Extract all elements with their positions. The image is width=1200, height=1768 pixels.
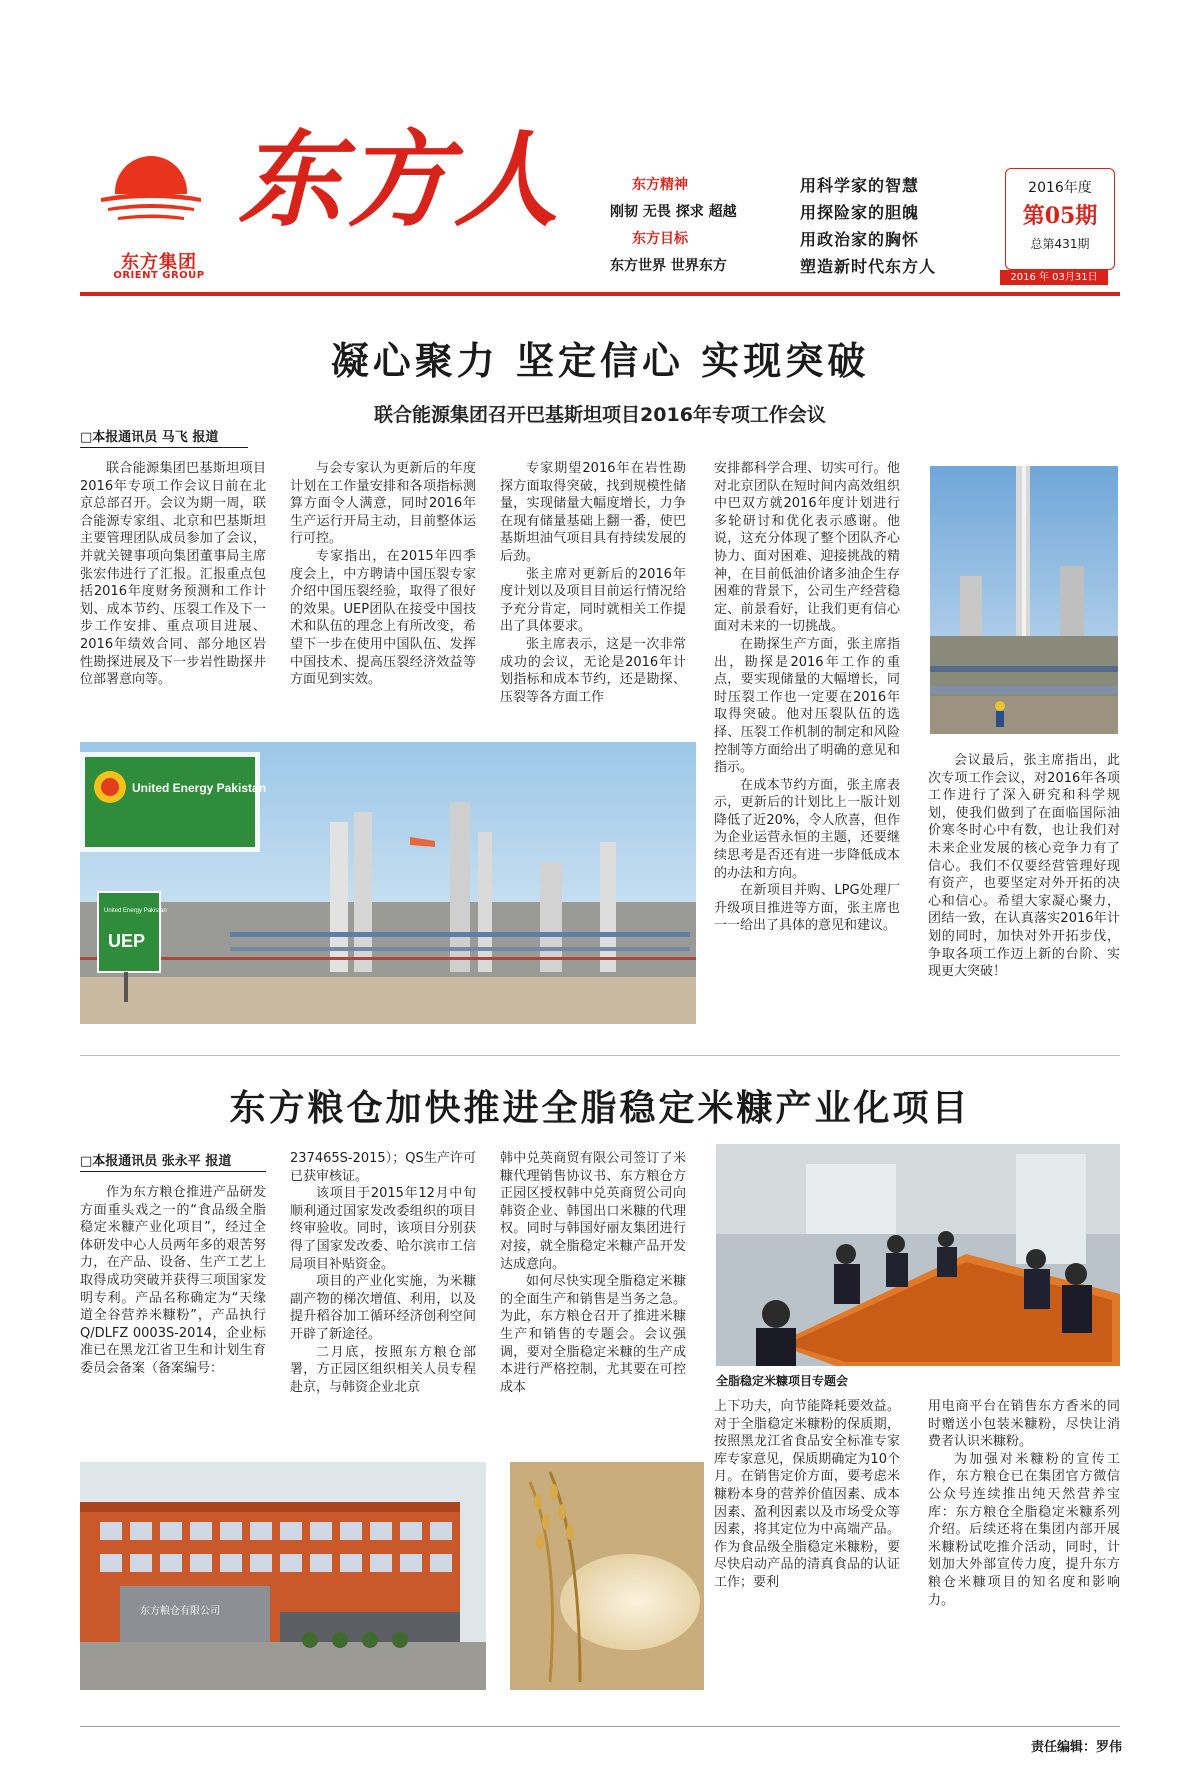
paragraph: 用电商平台在销售东方香米的同时赠送小包装米糠粉，尽快让消费者认识米糠粉。: [928, 1399, 1120, 1450]
sun-logo-icon: [96, 150, 206, 240]
article1-headline: 凝心聚力 坚定信心 实现突破: [330, 338, 870, 383]
paragraph: 韩中兑英商贸有限公司签订了米糠代理销售协议书、东方粮仓方正园区授权韩中兑英商贸公司向韩资企业、韩国出口米糠的代理权。同时与韩国好丽友集团进行对接，就全脂稳定米糠产品开发达成意向。: [500, 1151, 686, 1272]
issue-year: 2016年度: [1028, 180, 1092, 196]
paragraph: 与会专家认为更新后的年度计划在工作量安排和各项指标测算方面令人满意，同时2016年生产运行开局主动，目前整体运行可控。: [290, 461, 476, 547]
paragraph: 安排都科学合理、切实可行。他对北京团队在短时间内高效组织中巴双方就2016年度计划进行多轮研讨和优化表示感谢。他说，这充分体现了整个团队齐心协力、面对困难、迎接挑战的精神，在目前低油价诸多油企生存困难的背景下，公司生产经营稳定、前景看好，让我们更有信心面对未来的一切挑战。: [714, 461, 900, 635]
goal-text: 东方世界 世界东方: [610, 258, 727, 274]
paragraph: 上下功夫，向节能降耗要效益。对于全脂稳定米糠粉的保质期，按照黑龙江省食品安全标准专家库专家意见，保质期确定为10个月。在销售定价方面，要考虑米糠粉本身的营养价值因素、成本因素、盈利因素以及市场受众等因素，将其定位为中高端产品。作为食品级全脂稳定米糠粉，要尽快启动产品的清真食品的认证工作；要利: [714, 1399, 900, 1590]
spirit-text: 刚韧 无畏 探求 超越: [610, 204, 737, 220]
uep-sign-text: United Energy Pakistan: [132, 781, 267, 795]
motto-line-4: 塑造新时代东方人: [800, 257, 937, 276]
group-name-cn: 东方集团: [121, 252, 197, 273]
plant-tower-photo: [930, 466, 1118, 734]
article1-subheadline: 联合能源集团召开巴基斯坦项目2016年专项工作会议: [374, 404, 826, 426]
paragraph: 专家指出，在2015年四季度会上，中方聘请中国压裂专家介绍中国压裂经验，取得了很好的效果。UEP团队在接受中国技术和队伍的理念上有所改变，希望下一步在使用中国队伍、发挥中国技术、提高压裂经济效益等方面见到实效。: [290, 548, 476, 688]
building-sign-text: 东方粮仓有限公司: [140, 1606, 220, 1617]
uep-logo-text: UEP: [108, 931, 146, 951]
paper-title: 东方人: [238, 118, 563, 241]
article2-headline: 东方粮仓加快推进全脂稳定米糠产业化项目: [229, 1087, 971, 1129]
orient-group-logo: [96, 150, 206, 240]
article2-column-5: [928, 1398, 1120, 1609]
uep-small-sign-text: United Energy Pakistan: [104, 908, 167, 914]
goal-label: 东方目标: [632, 231, 688, 247]
article1-column-1: [80, 460, 266, 689]
paragraph: 在成本节约方面，张主席表示，更新后的计划比上一版计划降低了近20%，令人欣喜，但作为企业运营永恒的主题，还要继续思考是否还有进一步降低成本的办法和方向。: [714, 777, 900, 881]
paragraph: 作为东方粮仓推进产品研发方面重头戏之一的“食品级全脂稳定米糠产业化项目”，经过全体研发中心人员两年多的艰苦努力，在产品、设备、生产工艺上取得成功突破并获得三项国家发明专利。产品名称确定为“天缘道全谷营养米糠粉”，产品执行Q/DLFZ 0003S-2014，企业标准已在黑龙江省卫生和计划生育委员会备案（备案编号：: [80, 1185, 266, 1376]
article2-column-1: [80, 1184, 266, 1378]
paragraph: 为加强对米糠粉的宣传工作，东方粮仓已在集团官方微信公众号连续推出纯天然营养宝库：东方粮仓全脂稳定米糠系列介绍。后续还将在集团内部开展米糠粉试吃推介活动，同时，计划加大外部宣传力度，提升东方粮仓米糠项目的知名度和影响力。: [928, 1451, 1120, 1608]
article-divider: [80, 1055, 1120, 1056]
motto-line-1: 用科学家的智慧: [800, 176, 920, 195]
paragraph: 如何尽快实现全脂稳定米糠的全面生产和销售是当务之急。为此，东方粮仓召开了推进米糠生产和销售的专题会。会议强调，要对全脂稳定米糠的生产成本进行严格控制，尤其要在可控成本: [500, 1274, 686, 1395]
paragraph: 在新项目并购、LPG处理厂升级项目推进等方面，张主席也一一给出了具体的意见和建议。: [714, 883, 900, 934]
paragraph: 专家期望2016年在岩性勘探方面取得突破，找到规模性储量，实现储量大幅度增长，力争在现有储量基础上翻一番，使巴基斯坦油气项目具有持续发展的后劲。: [500, 461, 686, 564]
factory-building-photo: [80, 1462, 486, 1690]
paragraph: 237465S-2015）；QS生产许可已获审核证。: [290, 1151, 476, 1184]
article2-column-3: [500, 1150, 686, 1396]
article2-column-2: [290, 1150, 476, 1396]
article2-byline: □本报通讯员 张永平 报道: [80, 1150, 266, 1172]
issue-date: 2016 年 03月31日: [1000, 270, 1108, 285]
issue-box: [1005, 168, 1115, 270]
uep-plant-photo: [80, 742, 696, 1024]
paragraph: 项目的产业化实施，为米糠副产物的梯次增值、利用，以及提升稻谷加工循环经济创利空间开辟了新途径。: [290, 1274, 476, 1342]
paragraph: 张主席对更新后的2016年度计划以及项目目前运行情况给予充分肯定，同时就相关工作提出了具体要求。: [500, 566, 686, 635]
paragraph: 张主席表示，这是一次非常成功的会议，无论是2016年计划指标和成本节约，还是勘探、压裂等各方面工作: [500, 636, 686, 705]
group-name-en: ORIENT GROUP: [113, 270, 205, 281]
paragraph: 会议最后，张主席指出，此次专项工作会议，对2016年各项工作进行了深入研究和科学规划，使我们做到了在面临国际油价寒冬时心中有数，也让我们对未来企业发展的核心竞争力有了信心。我们不仅要经营管理好现有资产，也要坚定对外开拓的决心和信心。希望大家凝心聚力，团结一致，在认真落实2016年计划的同时，加快对外开拓步伐，争取各项工作迈上新的台阶、实现更大突破！: [928, 753, 1120, 980]
motto-line-2: 用探险家的胆魄: [800, 203, 920, 222]
article2-column-4: [714, 1398, 900, 1592]
masthead-rule: [80, 292, 1120, 296]
motto-line-3: 用政治家的胸怀: [800, 230, 920, 249]
article1-column-3: [500, 460, 686, 706]
issue-number: 第05期: [1022, 203, 1098, 229]
paragraph: 联合能源集团巴基斯坦项目2016年专项工作会议日前在北京总部召开。会议为期一周，联合能源专家组、北京和巴基斯坦主要管理团队成员参加了会议，并就关键事项向集团董事局主席张宏伟进行了汇报。汇报重点包括2016年度财务预测和工作计划、成本节约、压裂工作及下一步工作安排、重点项目进展、2016年绩效合同、部分地区岩性勘探进展及下一步岩性勘探井位部署意向等。: [80, 461, 266, 688]
article1-byline: □本报通讯员 马飞 报道: [80, 426, 248, 448]
issue-total: 总第431期: [1030, 237, 1090, 251]
paragraph: 该项目于2015年12月中旬顺利通过国家发改委组织的项目终审验收。同时，该项目分别获得了国家发改委、哈尔滨市工信局项目补贴资金。: [290, 1186, 476, 1272]
meeting-photo: [716, 1144, 1120, 1366]
spirit-label: 东方精神: [632, 177, 688, 193]
paragraph: 在勘探生产方面，张主席指出，勘探是2016年工作的重点，要实现储量的大幅增长，同时压裂工作也一定要在2016年取得突破。他对压裂队伍的选择、压裂工作机制的制定和风险控制等方面给出了明确的意见和指示。: [714, 636, 900, 776]
article1-column-5: [928, 752, 1120, 981]
rice-bran-photo: [510, 1462, 704, 1690]
paragraph: 二月底，按照东方粮仓部署，方正园区组织相关人员专程赴京，与韩资企业北京: [290, 1344, 476, 1395]
article1-column-2: [290, 460, 476, 689]
footer-rule: [80, 1726, 1120, 1727]
article1-column-4: [714, 460, 900, 935]
responsible-editor: 责任编辑：罗伟: [1030, 1740, 1122, 1755]
meeting-photo-caption: 全脂稳定米糠项目专题会: [716, 1374, 849, 1388]
